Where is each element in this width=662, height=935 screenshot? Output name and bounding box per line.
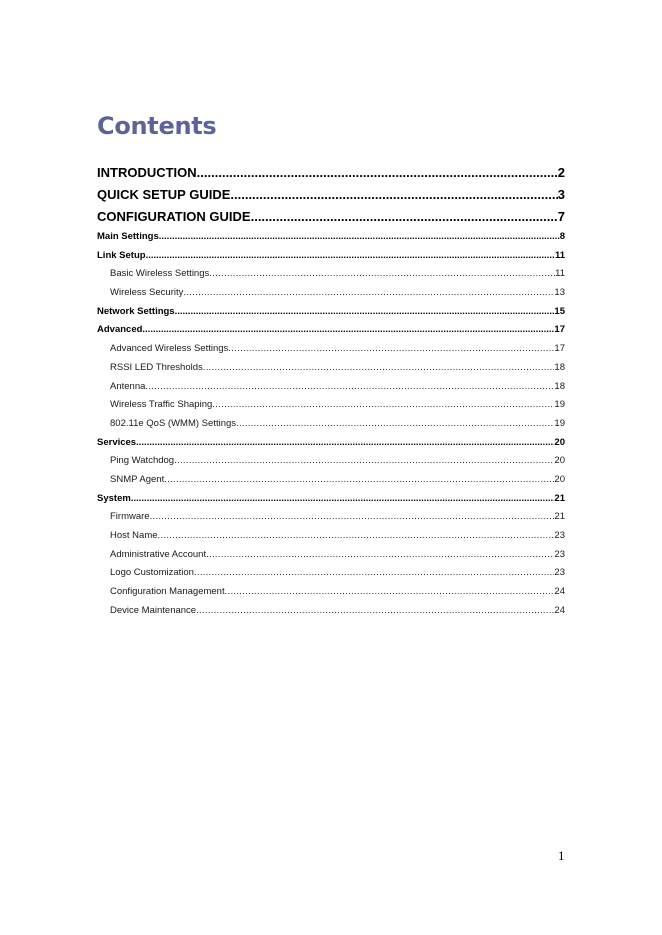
toc-entry-label: Services [97,436,137,448]
toc-dot-leader [197,162,558,184]
toc-entry-page-number: 23 [554,548,565,560]
toc-dot-leader [145,378,554,397]
toc-entry-label: Device Maintenance [110,604,197,616]
toc-entry-label: Host Name [110,530,158,541]
toc-entry-page-number: 20 [554,455,565,467]
toc-entry-page-number: 19 [554,399,565,411]
toc-entry-label: System [97,492,131,504]
toc-entry-label: Basic Wireless Settings [110,268,210,280]
toc-entry-label: Wireless Traffic Shaping [110,399,213,411]
toc-dot-leader [251,206,558,228]
toc-dot-leader [146,247,555,266]
toc-dot-leader [194,564,554,583]
toc-entry-page-number: 2 [557,165,565,180]
toc-dot-leader [158,527,555,546]
toc-entry-page-number: 17 [554,343,565,355]
toc-entry-label: Advanced Wireless Settings [110,343,229,355]
toc-entry[interactable] [97,564,565,583]
toc-entry[interactable] [97,184,565,206]
toc-dot-leader [175,303,555,322]
toc-entry[interactable] [97,359,565,378]
toc-entry-page-number: 11 [555,268,565,280]
toc-entry-page-number: 19 [554,417,565,429]
toc-entry-label: Ping Watchdog [110,455,175,467]
toc-entry-page-number: 20 [554,436,565,448]
toc-entry-label: Link Setup [97,249,146,261]
toc-entry-label: Configuration Management [110,586,225,598]
toc-dot-leader [206,546,554,565]
toc-entry[interactable] [97,490,565,509]
toc-dot-leader [150,508,555,527]
toc-entry-page-number: 23 [554,567,565,579]
toc-dot-leader [225,583,555,602]
toc-entry[interactable] [97,434,565,453]
toc-dot-leader [159,228,560,247]
toc-entry-label: Wireless Security [110,287,184,299]
toc-entry[interactable] [97,162,565,184]
toc-entry[interactable] [97,527,565,546]
toc-entry[interactable] [97,378,565,397]
toc-entry-label: CONFIGURATION GUIDE [97,209,251,224]
toc-entry-page-number: 11 [554,249,565,261]
toc-entry[interactable] [97,340,565,359]
toc-dot-leader [203,359,555,378]
toc-entry[interactable] [97,602,565,621]
toc-entry-page-number: 13 [554,287,565,299]
toc-entry-label: Firmware [110,511,150,523]
toc-entry[interactable] [97,284,565,303]
toc-entry-page-number: 21 [554,511,565,523]
toc-dot-leader [142,321,554,340]
toc-entry-page-number: 23 [554,530,565,541]
toc-entry[interactable] [97,583,565,602]
toc-entry-page-number: 20 [554,473,565,485]
toc-entry[interactable] [97,471,565,490]
toc-dot-leader [183,284,554,303]
toc-entry-page-number: 18 [554,380,565,392]
toc-dot-leader [164,471,554,490]
toc-entry-label: Advanced [97,324,143,336]
toc-dot-leader [212,396,554,415]
toc-dot-leader [236,415,554,434]
page-number: 1 [558,848,565,863]
toc-dot-leader [228,340,554,359]
toc-entry[interactable] [97,452,565,471]
table-of-contents [97,162,565,620]
toc-entry-label: Network Settings [97,305,175,317]
toc-dot-leader [209,265,555,284]
toc-entry-page-number: 3 [557,187,565,202]
toc-entry-label: INTRODUCTION [97,165,197,180]
toc-entry-page-number: 18 [554,361,565,373]
page-title: Contents [97,112,217,140]
toc-entry[interactable] [97,303,565,322]
toc-dot-leader [174,452,554,471]
toc-dot-leader [196,602,554,621]
toc-entry-page-number: 8 [559,231,565,242]
toc-entry-label: QUICK SETUP GUIDE [97,187,231,202]
toc-entry-label: Antenna [110,380,146,392]
toc-entry[interactable] [97,265,565,284]
toc-entry-page-number: 24 [554,604,565,616]
toc-entry[interactable] [97,247,565,266]
toc-dot-leader [230,184,557,206]
toc-entry-label: Main Settings [97,231,159,242]
toc-entry-page-number: 17 [554,324,565,336]
toc-entry[interactable] [97,546,565,565]
toc-entry-label: RSSI LED Thresholds [110,361,203,373]
toc-entry[interactable] [97,508,565,527]
toc-entry-page-number: 21 [554,492,565,504]
toc-entry[interactable] [97,396,565,415]
toc-entry-label: SNMP Agent [110,473,165,485]
toc-entry-page-number: 7 [557,209,565,224]
toc-dot-leader [136,434,554,453]
toc-entry-page-number: 24 [554,586,565,598]
toc-entry-label: Administrative Account [110,548,207,560]
toc-entry[interactable] [97,228,565,247]
toc-entry-label: Logo Customization [110,567,194,579]
toc-entry-label: 802.11e QoS (WMM) Settings [110,417,237,429]
toc-entry-page-number: 15 [554,305,565,317]
toc-entry[interactable] [97,206,565,228]
toc-entry[interactable] [97,415,565,434]
toc-dot-leader [131,490,555,509]
toc-entry[interactable] [97,321,565,340]
